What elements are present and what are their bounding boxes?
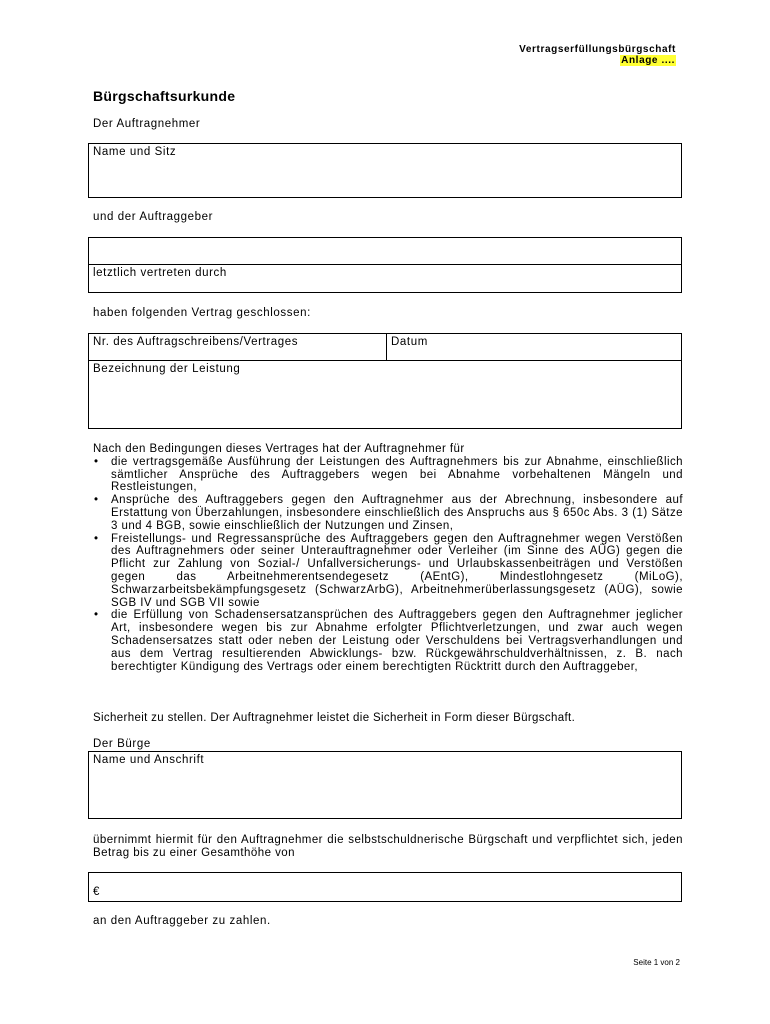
contractor-label: Der Auftragnehmer — [93, 118, 201, 130]
client-representative-field[interactable] — [88, 264, 682, 293]
contract-intro: haben folgenden Vertrag geschlossen: — [93, 307, 311, 319]
client-represented-label: letztlich vertreten durch — [93, 267, 227, 279]
guarantor-field-label: Name und Anschrift — [93, 754, 205, 766]
list-item: • die Erfüllung von Schadensersatzansprüchen des Auftraggebers gegen den Auftragnehmer jeglicher Art, insbesondere wegen bis zur Abnahme erfolgter Pflichtverletzungen, und zwar auch wegen Schadensersatzes statt oder neben der Leistung oder Verschuldens bei Vertragsverhandlungen und aus dem Vertrag resultierenden Abwicklungs- bzw. Rückgewährschuldverhältnissen, z. B. nach berechtigter Kündigung des Vertrags oder einem berechtigten Rücktritt durch den Auftraggeber, — [93, 609, 683, 673]
contractor-name-field[interactable] — [88, 143, 682, 198]
service-description-field[interactable] — [88, 360, 682, 429]
guarantor-name-field[interactable] — [88, 751, 682, 819]
list-item: • Ansprüche des Auftraggebers gegen den Auftragnehmer aus der Abrechnung, insbesondere auf Erstattung von Überzahlungen, insbesondere einschließlich des Anspruchs aus § 650c Abs. 3 (1) Sätze 3 und 4 BGB, sowie einschließlich der Nutzungen und Zinsen, — [93, 494, 683, 532]
contractor-field-label: Name und Sitz — [93, 146, 177, 158]
undertaking-text: übernimmt hiermit für den Auftragnehmer die selbstschuldnerische Bürgschaft und verpflichtet sich, jeden Betrag bis zu einer Gesamthöhe von — [93, 834, 683, 859]
conditions-section — [93, 443, 683, 673]
document-type-label: Vertragserfüllungsbürgschaft — [519, 44, 676, 55]
contract-number-label: Nr. des Auftragschreibens/Vertrages — [93, 336, 299, 348]
amount-field[interactable] — [88, 872, 682, 902]
list-item: • die vertragsgemäße Ausführung der Leistungen des Auftragnehmers bis zur Abnahme, einschließlich sämtlicher Ansprüche des Auftraggebers wegen bei Abnahme vorbehaltenen Mängeln und Restleistungen, — [93, 456, 683, 494]
conditions-intro: Nach den Bedingungen dieses Vertrages hat der Auftragnehmer für — [93, 443, 465, 455]
currency-symbol: € — [93, 886, 100, 898]
contract-date-field[interactable] — [386, 333, 682, 361]
pay-clause: an den Auftraggeber zu zahlen. — [93, 915, 271, 927]
annex-label: Anlage .... — [621, 55, 675, 66]
client-name-field[interactable] — [88, 237, 682, 265]
conditions-list — [93, 456, 683, 674]
list-item: • Freistellungs- und Regressansprüche des Auftraggebers gegen den Auftragnehmer wegen Verstößen des Auftragnehmers oder seiner Unterauftragnehmer oder Verleiher (im Sinne des AÜG) gegen die Pflicht zur Zahlung von Sozial-/ Unfallversicherungs- und Urlaubskassenbeiträgen und Verstößen gegen das Arbeitnehmerentsendegesetz (AEntG), Mindestlohngesetz (MiLoG), Schwarzarbeitsbekämpfungsgesetz (SchwarzArbG), Arbeitnehmerüberlassungsgesetz (AÜG), sowie SGB IV und SGB VII sowie — [93, 533, 683, 610]
service-label: Bezeichnung der Leistung — [93, 363, 241, 375]
client-label: und der Auftraggeber — [93, 211, 214, 223]
contract-date-label: Datum — [391, 336, 428, 348]
guarantor-label: Der Bürge — [93, 738, 151, 750]
page-number: Seite 1 von 2 — [633, 958, 680, 967]
page-title: Bürgschaftsurkunde — [93, 88, 236, 104]
contract-number-field[interactable] — [88, 333, 387, 361]
security-sentence: Sicherheit zu stellen. Der Auftragnehmer leistet die Sicherheit in Form dieser Bürgschaft. — [93, 712, 576, 724]
